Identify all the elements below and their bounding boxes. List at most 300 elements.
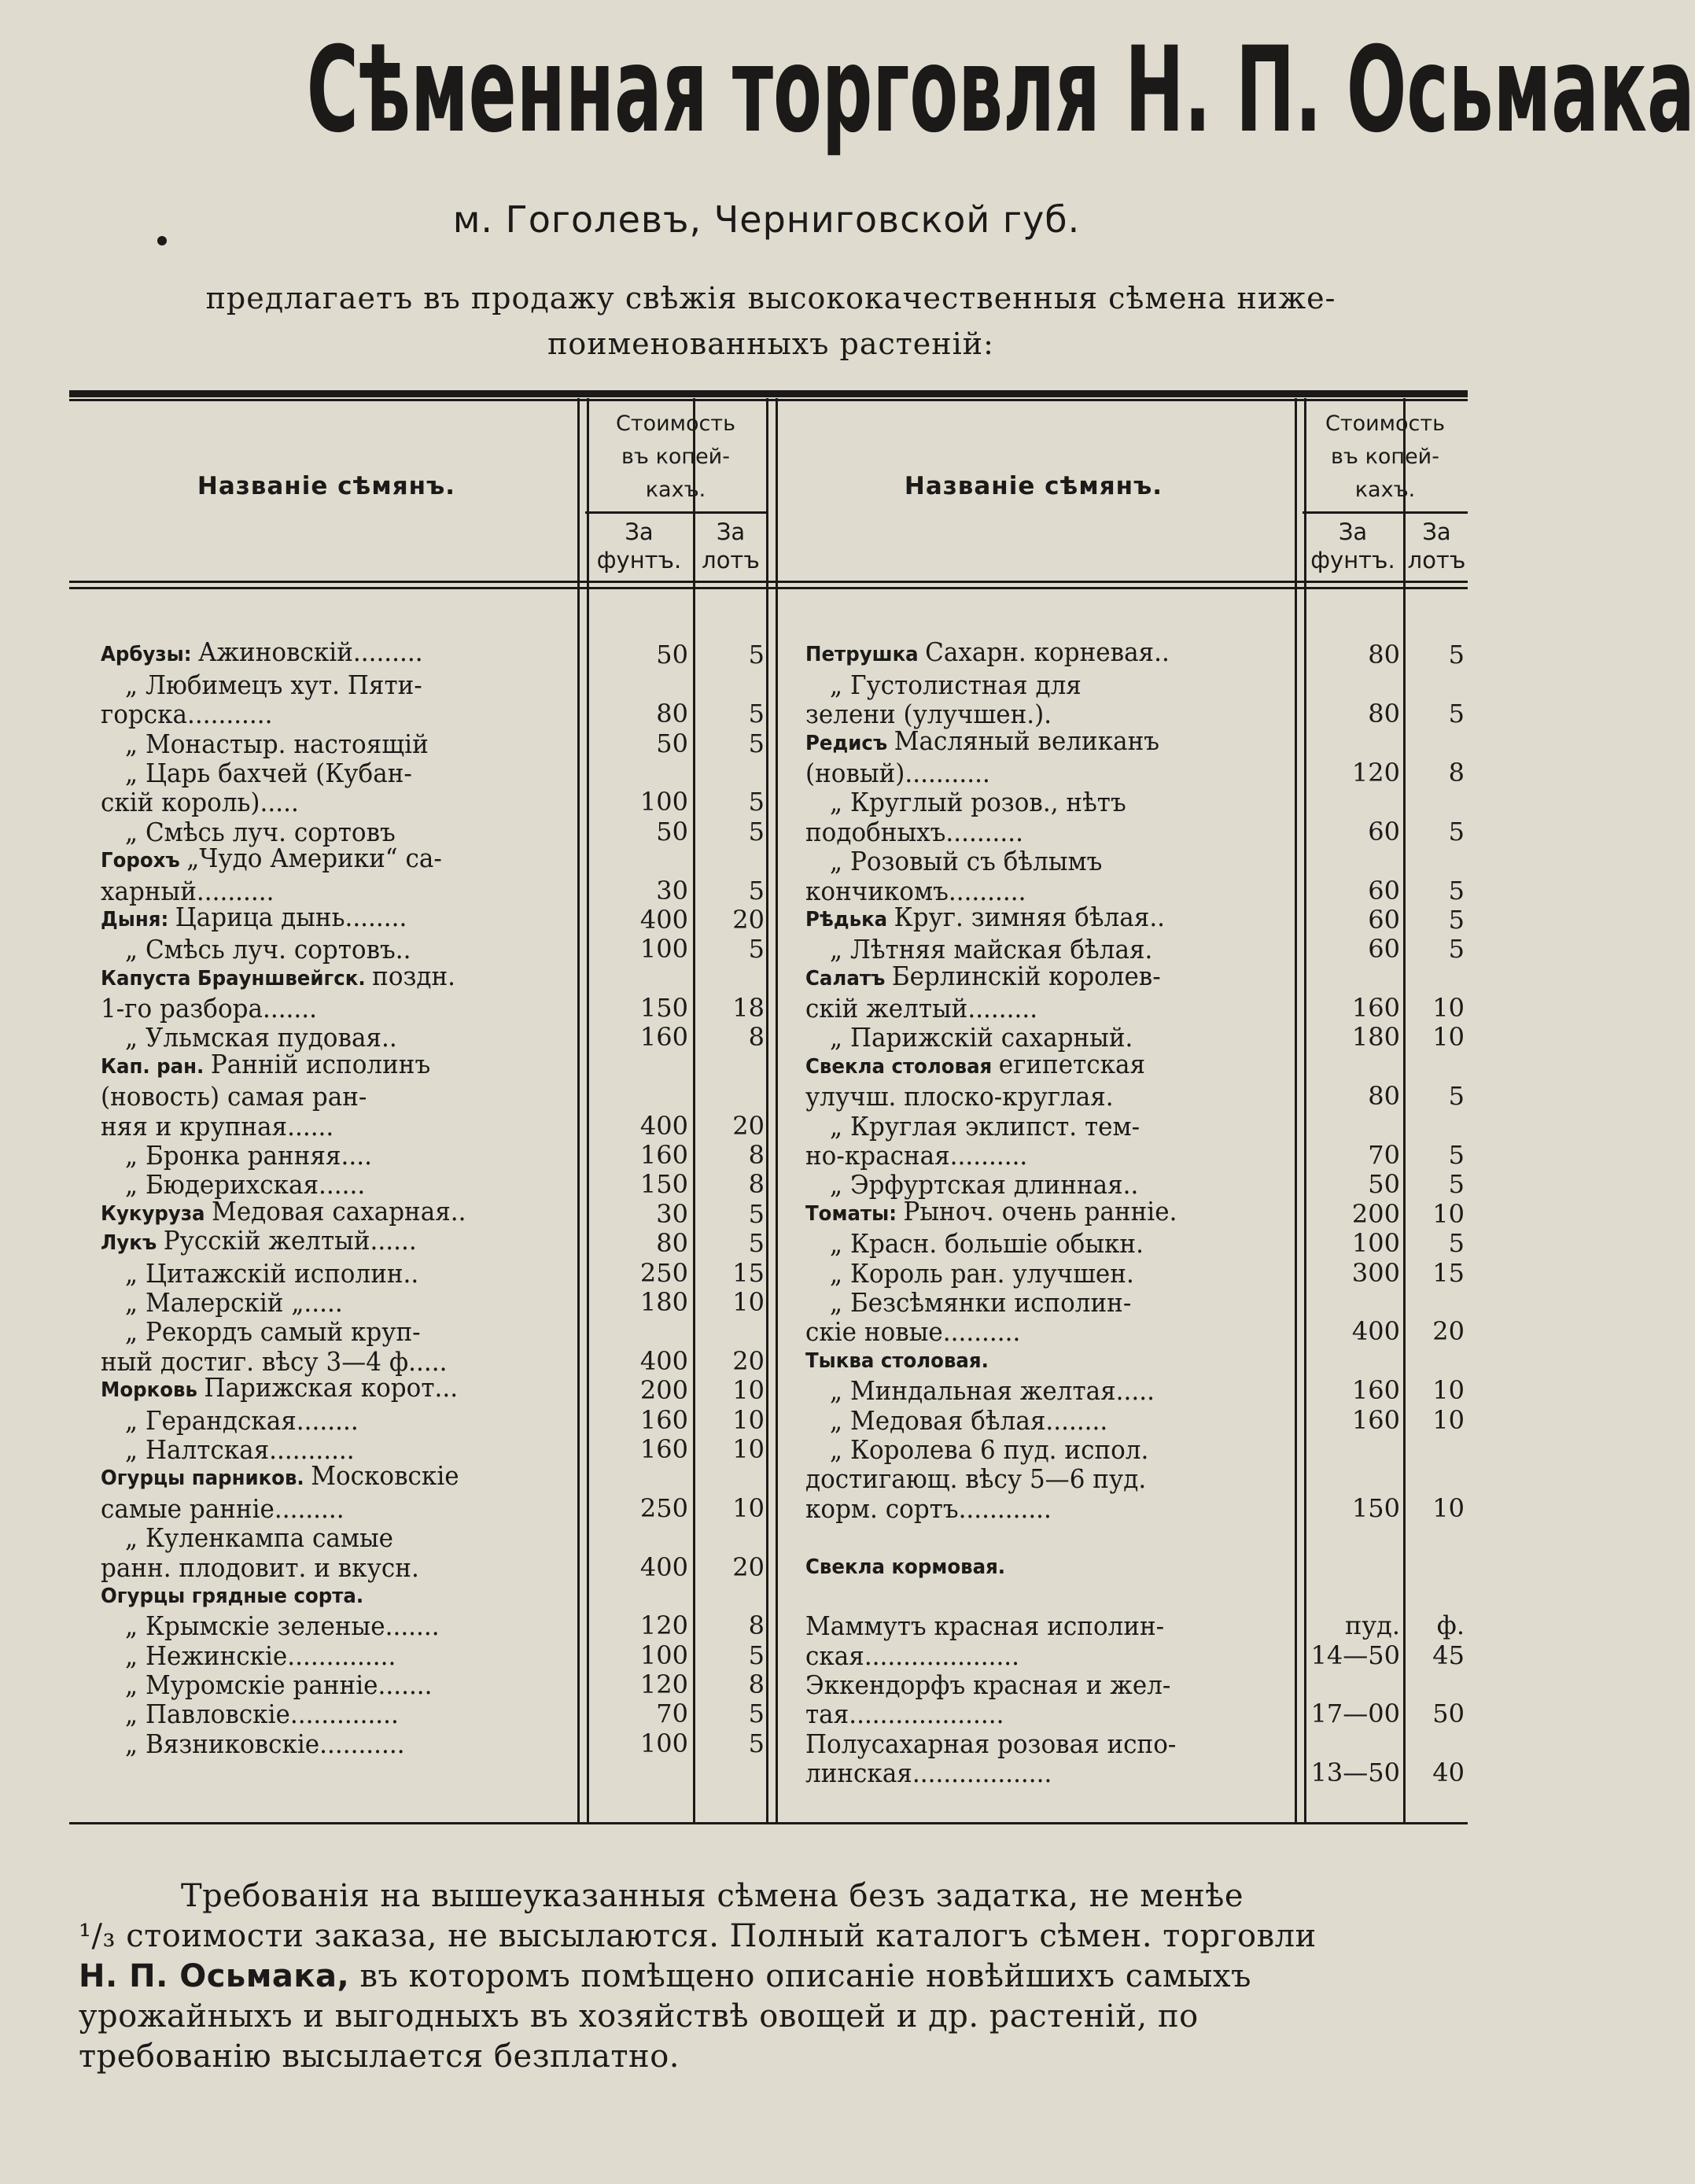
left-per-pound-header bbox=[585, 518, 693, 574]
seed-name bbox=[101, 1288, 544, 1317]
price-per-pound: 400 bbox=[639, 1551, 688, 1582]
price-per-lot: 45 bbox=[1432, 1640, 1465, 1670]
price-per-pound: 150 bbox=[1351, 1492, 1400, 1523]
category-label: Огурцы грядные сорта. bbox=[101, 1584, 364, 1608]
seed-name bbox=[101, 1729, 544, 1758]
seed-name bbox=[805, 1611, 1264, 1640]
price-per-pound: 70 bbox=[656, 1699, 688, 1729]
variety-text: „ Парижскій сахарный. bbox=[805, 1022, 1133, 1053]
table-row bbox=[101, 670, 768, 699]
seed-name bbox=[805, 1317, 1264, 1346]
variety-text: (новость) самая ран- bbox=[101, 1081, 367, 1112]
table-row bbox=[805, 1317, 1468, 1346]
variety-text: „ Павловскіе.............. bbox=[101, 1699, 399, 1730]
footer-line-rest: въ которомъ помѣщено описаніе новѣйшихъ самыхъ bbox=[359, 1958, 1251, 1994]
variety-text: „ Куленкампа самые bbox=[101, 1522, 394, 1554]
price-per-lot: 40 bbox=[1432, 1758, 1465, 1788]
variety-text: „ Муромскіе ранніе....... bbox=[101, 1669, 433, 1701]
price-per-lot: 5 bbox=[748, 1728, 765, 1758]
variety-text: „ Красн. большіе обыкн. bbox=[805, 1228, 1144, 1260]
price-per-lot: 8 bbox=[748, 1669, 765, 1700]
price-per-lot: 10 bbox=[1432, 1022, 1465, 1053]
variety-text: Эккендорфъ красная и жел- bbox=[805, 1669, 1171, 1701]
price-per-pound: 60 bbox=[1368, 934, 1400, 965]
price-per-lot: 5 bbox=[1448, 1081, 1465, 1112]
variety-text: кончикомъ.......... bbox=[805, 875, 1026, 906]
table-row bbox=[101, 1170, 768, 1199]
table-row bbox=[101, 1670, 768, 1699]
table-row bbox=[101, 1582, 768, 1611]
seed-name bbox=[101, 1553, 544, 1582]
price-per-lot: 18 bbox=[732, 993, 765, 1024]
category-label: Огурцы парников. bbox=[101, 1466, 311, 1491]
table-row bbox=[805, 1611, 1468, 1640]
left-price-list bbox=[101, 636, 768, 1759]
variety-text: поздн. bbox=[372, 960, 456, 991]
seed-name bbox=[101, 758, 544, 788]
footer-notice bbox=[79, 1876, 1487, 2077]
price-per-pound: 200 bbox=[639, 1375, 688, 1406]
price-per-pound: 30 bbox=[656, 1198, 688, 1229]
seed-name bbox=[101, 1082, 544, 1111]
variety-text: „ Смѣсь луч. сортовъ.. bbox=[101, 934, 411, 965]
cost-header-line: въ копей- bbox=[621, 445, 730, 469]
table-row bbox=[805, 1552, 1468, 1581]
variety-text: ный достиг. вѣсу 3—4 ф..... bbox=[101, 1345, 448, 1377]
price-per-lot: 10 bbox=[732, 1433, 765, 1464]
seed-name bbox=[805, 817, 1264, 847]
variety-text: „ Круглый розов., нѣтъ bbox=[805, 787, 1126, 818]
table-row bbox=[101, 1317, 768, 1346]
seed-name bbox=[805, 1050, 1264, 1082]
seed-name bbox=[101, 1406, 544, 1435]
right-cost-subrule bbox=[1303, 511, 1468, 514]
category-label: Свекла столовая bbox=[805, 1054, 999, 1079]
center-divider bbox=[766, 398, 778, 1822]
variety-text: „ Медовая бѣлая........ bbox=[805, 1404, 1108, 1436]
price-per-pound: 80 bbox=[1368, 699, 1400, 729]
category-label: Капуста Брауншвейгск. bbox=[101, 966, 373, 991]
right-cost-header bbox=[1303, 408, 1468, 507]
table-row bbox=[805, 1758, 1468, 1787]
table-row bbox=[101, 1493, 768, 1522]
price-per-lot: 10 bbox=[1432, 993, 1465, 1024]
variety-text: улучш. плоско-круглая. bbox=[805, 1081, 1114, 1112]
table-row bbox=[805, 1464, 1468, 1493]
price-per-lot: 5 bbox=[748, 816, 765, 847]
price-per-lot: 5 bbox=[748, 640, 765, 670]
variety-text: достигающ. вѣсу 5—6 пуд. bbox=[805, 1463, 1147, 1495]
price-per-lot: 10 bbox=[1432, 1492, 1465, 1523]
price-per-lot: ф. bbox=[1436, 1610, 1465, 1641]
price-per-pound: 60 bbox=[1368, 816, 1400, 847]
table-row bbox=[805, 725, 1468, 758]
per-pound-label: фунтъ. bbox=[596, 547, 682, 574]
price-per-lot: 20 bbox=[1432, 1316, 1465, 1347]
left-name-header: Названіе сѣмянъ. bbox=[197, 472, 456, 500]
seed-name bbox=[805, 726, 1264, 758]
table-row bbox=[805, 901, 1468, 935]
table-row bbox=[101, 1195, 768, 1229]
seed-name bbox=[805, 961, 1264, 994]
variety-text: скій желтый......... bbox=[805, 993, 1038, 1024]
seed-name bbox=[805, 1112, 1264, 1141]
price-per-lot: 50 bbox=[1432, 1699, 1465, 1729]
seed-name bbox=[101, 935, 544, 964]
table-row bbox=[101, 1640, 768, 1669]
category-label: Рѣдька bbox=[805, 907, 894, 932]
seed-name bbox=[805, 994, 1264, 1023]
right-per-lot-header bbox=[1406, 518, 1468, 574]
seed-name bbox=[805, 1376, 1264, 1405]
price-per-lot: 5 bbox=[1448, 1228, 1465, 1259]
table-row bbox=[805, 1229, 1468, 1258]
seed-name bbox=[805, 1406, 1264, 1435]
price-per-lot: 10 bbox=[1432, 1198, 1465, 1229]
variety-text: „ Малерскій „..... bbox=[101, 1286, 343, 1318]
price-per-lot: 8 bbox=[748, 1169, 765, 1200]
table-row bbox=[805, 1141, 1468, 1170]
table-row bbox=[101, 843, 768, 876]
variety-text: „ Густолистная для bbox=[805, 669, 1081, 700]
table-row bbox=[805, 636, 1468, 670]
location-line: м. Гоголевъ, Черниговской губ. bbox=[452, 198, 1081, 241]
table-bottom-rule bbox=[69, 1822, 1468, 1824]
table-row bbox=[101, 1048, 768, 1081]
category-label: Петрушка bbox=[805, 643, 926, 667]
price-per-lot: 8 bbox=[748, 1022, 765, 1053]
table-row bbox=[805, 960, 1468, 993]
price-per-pound: 100 bbox=[1351, 1228, 1400, 1259]
table-row bbox=[805, 758, 1468, 788]
seed-name bbox=[805, 1082, 1264, 1111]
table-row bbox=[101, 729, 768, 758]
left-per-lot-header bbox=[695, 518, 766, 574]
table-row bbox=[805, 1670, 1468, 1699]
price-per-lot: 5 bbox=[1448, 875, 1465, 906]
seed-name bbox=[101, 1579, 544, 1611]
seed-name bbox=[101, 961, 544, 994]
variety-text: „ Миндальная желтая..... bbox=[805, 1375, 1155, 1407]
variety-text: „ Бронка ранняя.... bbox=[101, 1140, 372, 1171]
table-row bbox=[101, 1258, 768, 1287]
left-cost-header bbox=[585, 408, 766, 507]
price-per-pound: 160 bbox=[1351, 1404, 1400, 1435]
seed-name bbox=[101, 699, 544, 729]
price-per-lot: 5 bbox=[748, 1198, 765, 1229]
seed-name bbox=[805, 1729, 1264, 1758]
price-per-pound: 160 bbox=[1351, 993, 1400, 1024]
variety-text: „ Бюдерихская...... bbox=[101, 1169, 366, 1201]
table-row bbox=[101, 1082, 768, 1111]
table-row bbox=[101, 1372, 768, 1406]
table-row bbox=[805, 994, 1468, 1023]
table-row bbox=[805, 1288, 1468, 1317]
price-per-pound: 17—00 bbox=[1310, 1699, 1400, 1729]
table-row bbox=[101, 1523, 768, 1552]
variety-text: „ Розовый съ бѣлымъ bbox=[805, 846, 1103, 877]
price-per-lot: 15 bbox=[1432, 1257, 1465, 1288]
price-per-lot: 5 bbox=[748, 728, 765, 758]
table-row bbox=[101, 901, 768, 935]
table-row bbox=[805, 699, 1468, 729]
table-row bbox=[805, 1346, 1468, 1375]
variety-text: Сахарн. корневая.. bbox=[925, 636, 1170, 668]
right-per-pound-header bbox=[1303, 518, 1403, 574]
variety-text: Полусахарная розовая испо- bbox=[805, 1728, 1177, 1759]
price-per-lot: 5 bbox=[748, 699, 765, 729]
table-row bbox=[101, 960, 768, 993]
variety-text: „ Царь бахчей (Кубан- bbox=[101, 757, 412, 788]
price-per-pound: 80 bbox=[656, 699, 688, 729]
price-per-lot: 5 bbox=[1448, 699, 1465, 729]
price-per-lot: 10 bbox=[732, 1375, 765, 1406]
table-row bbox=[805, 935, 1468, 964]
seed-name bbox=[805, 1141, 1264, 1170]
category-label: Кап. ран. bbox=[101, 1054, 211, 1079]
price-per-lot: 5 bbox=[748, 875, 765, 906]
variety-text: египетская bbox=[998, 1048, 1146, 1079]
table-row bbox=[101, 935, 768, 964]
table-row bbox=[101, 1141, 768, 1170]
price-per-pound: 250 bbox=[639, 1257, 688, 1288]
seed-name bbox=[805, 1435, 1264, 1464]
variety-text: „ Король ран. улучшен. bbox=[805, 1257, 1134, 1289]
variety-text: корм. сортъ............ bbox=[805, 1492, 1052, 1524]
price-per-lot: 8 bbox=[1448, 757, 1465, 788]
price-per-lot: 10 bbox=[1432, 1375, 1465, 1406]
table-row bbox=[101, 1023, 768, 1052]
price-per-pound: 300 bbox=[1351, 1257, 1400, 1288]
table-row bbox=[805, 1699, 1468, 1728]
price-per-pound: 180 bbox=[639, 1286, 688, 1317]
per-pound-label: За bbox=[625, 518, 654, 545]
variety-text: Маммутъ красная исполин- bbox=[805, 1610, 1165, 1642]
price-per-pound: 70 bbox=[1368, 1140, 1400, 1171]
price-per-lot: 20 bbox=[732, 1551, 765, 1582]
cost-header-line: Стоимость bbox=[1325, 411, 1446, 436]
price-per-lot: 8 bbox=[748, 1610, 765, 1641]
price-per-pound: 400 bbox=[639, 1110, 688, 1141]
variety-text: подобныхъ.......... bbox=[805, 816, 1024, 847]
table-row bbox=[805, 1640, 1468, 1669]
seed-name bbox=[101, 1226, 544, 1258]
variety-text: „ Нежинскіе.............. bbox=[101, 1640, 396, 1671]
price-per-lot: 10 bbox=[732, 1492, 765, 1523]
variety-text: Медовая сахарная.. bbox=[212, 1195, 466, 1227]
seed-name bbox=[101, 1611, 544, 1640]
variety-text: но-красная.......... bbox=[805, 1140, 1028, 1171]
variety-text: „ Круглая эклипст. тем- bbox=[805, 1110, 1140, 1142]
table-row bbox=[101, 1552, 768, 1581]
per-lot-label: За bbox=[1422, 518, 1451, 545]
footer-line: Требованія на вышеуказанныя сѣмена безъ задатка, не менѣе bbox=[181, 1878, 1244, 1914]
price-per-lot: 20 bbox=[732, 1110, 765, 1141]
variety-text: „ Смѣсь луч. сортовъ bbox=[101, 816, 396, 847]
price-per-pound: 160 bbox=[639, 1140, 688, 1171]
footer-line: урожайныхъ и выгодныхъ въ хозяйствѣ овощей и др. растеній, по bbox=[79, 1998, 1199, 2035]
variety-text: Круг. зимняя бѣлая.. bbox=[894, 901, 1166, 932]
intro-text bbox=[79, 275, 1463, 367]
variety-text: зелени (улучшен.). bbox=[805, 699, 1052, 730]
price-per-pound: 100 bbox=[639, 1640, 688, 1670]
price-per-lot: 20 bbox=[732, 1345, 765, 1376]
price-per-lot: 15 bbox=[732, 1257, 765, 1288]
category-label: Свекла кормовая. bbox=[805, 1555, 1006, 1579]
table-row bbox=[101, 876, 768, 905]
category-label: Кукуруза bbox=[101, 1201, 212, 1226]
seed-name bbox=[805, 637, 1264, 670]
per-lot-label: За bbox=[716, 518, 746, 545]
price-per-pound: 80 bbox=[656, 1228, 688, 1259]
table-row bbox=[101, 1435, 768, 1464]
table-row bbox=[805, 1405, 1468, 1434]
variety-text: „ Любимецъ хут. Пяти- bbox=[101, 669, 422, 700]
price-per-pound: 120 bbox=[1351, 757, 1400, 788]
table-row bbox=[805, 1170, 1468, 1199]
seed-name bbox=[101, 994, 544, 1023]
price-per-pound: 50 bbox=[656, 816, 688, 847]
price-per-pound: 160 bbox=[639, 1433, 688, 1464]
price-per-lot: 5 bbox=[748, 1640, 765, 1670]
category-label: Морковь bbox=[101, 1378, 205, 1403]
seed-name bbox=[805, 1670, 1264, 1699]
price-per-lot: 5 bbox=[748, 1228, 765, 1259]
table-row bbox=[805, 817, 1468, 846]
table-row bbox=[805, 1111, 1468, 1140]
intro-line-1: предлагаетъ въ продажу свѣжія высококачественныя сѣмена ниже- bbox=[205, 281, 1336, 315]
seed-name bbox=[101, 1461, 544, 1493]
seed-name bbox=[805, 1758, 1264, 1787]
variety-text: Ажиновскій......... bbox=[197, 636, 423, 668]
variety-text: линская.................. bbox=[805, 1758, 1052, 1789]
price-per-lot: 5 bbox=[748, 1699, 765, 1729]
seed-name bbox=[805, 902, 1264, 935]
price-per-lot: 5 bbox=[748, 934, 765, 965]
seed-name bbox=[101, 1259, 544, 1288]
variety-text: няя и крупная...... bbox=[101, 1110, 334, 1142]
variety-text: Рыноч. очень ранніе. bbox=[903, 1195, 1177, 1227]
category-label: Тыква столовая. bbox=[805, 1348, 989, 1373]
price-per-pound: 50 bbox=[656, 640, 688, 670]
variety-text: ранн. плодовит. и вкусн. bbox=[101, 1551, 419, 1583]
price-per-lot: 10 bbox=[1432, 1404, 1465, 1435]
price-per-pound: 160 bbox=[1351, 1375, 1400, 1406]
price-per-pound: 400 bbox=[639, 1345, 688, 1376]
per-lot-label: лотъ bbox=[702, 547, 760, 574]
price-per-pound: 120 bbox=[639, 1669, 688, 1700]
price-per-pound: 160 bbox=[639, 1404, 688, 1435]
price-per-lot: 20 bbox=[732, 904, 765, 935]
price-per-pound: 120 bbox=[639, 1610, 688, 1641]
price-per-lot: 5 bbox=[1448, 934, 1465, 965]
table-row bbox=[805, 876, 1468, 905]
table-top-rule bbox=[69, 390, 1468, 397]
price-per-pound: 100 bbox=[639, 934, 688, 965]
table-row bbox=[101, 1460, 768, 1493]
seed-name bbox=[101, 788, 544, 817]
price-per-pound: 180 bbox=[1351, 1022, 1400, 1053]
per-pound-label: фунтъ. bbox=[1310, 547, 1395, 574]
seed-name bbox=[101, 1641, 544, 1670]
seed-name bbox=[101, 1670, 544, 1699]
table-row bbox=[101, 1288, 768, 1317]
variety-text: харный.......... bbox=[101, 875, 275, 906]
table-row bbox=[101, 1111, 768, 1140]
table-row bbox=[101, 699, 768, 729]
seed-name bbox=[805, 1229, 1264, 1258]
intro-line-2: поименованныхъ растеній: bbox=[547, 326, 994, 361]
price-per-lot: 8 bbox=[748, 1140, 765, 1171]
seed-name bbox=[805, 1259, 1264, 1288]
seed-name bbox=[101, 902, 544, 935]
table-row bbox=[101, 758, 768, 788]
variety-text: „ Вязниковскіе........... bbox=[101, 1728, 405, 1759]
price-per-lot: 5 bbox=[1448, 1169, 1465, 1200]
variety-text: „ Налтская........... bbox=[101, 1433, 355, 1465]
category-label: Дыня: bbox=[101, 907, 175, 932]
variety-text: скіе новые.......... bbox=[805, 1316, 1021, 1348]
price-per-lot: 5 bbox=[1448, 640, 1465, 670]
category-label: Арбузы: bbox=[101, 643, 198, 667]
price-per-pound: 100 bbox=[639, 787, 688, 817]
table-row bbox=[805, 1023, 1468, 1052]
seed-name bbox=[101, 1317, 544, 1346]
seed-name bbox=[101, 637, 544, 670]
variety-text: „ Цитажскій исполин.. bbox=[101, 1257, 419, 1289]
variety-text: Парижская корот... bbox=[204, 1372, 459, 1404]
variety-text: Русскій желтый...... bbox=[163, 1225, 417, 1256]
seed-name bbox=[805, 1699, 1264, 1728]
table-row bbox=[101, 1611, 768, 1640]
price-per-lot: 5 bbox=[1448, 1140, 1465, 1171]
price-per-pound: 80 bbox=[1368, 1081, 1400, 1112]
seed-name bbox=[101, 1112, 544, 1141]
variety-text: горска........... bbox=[101, 699, 273, 730]
cost-header-line: въ копей- bbox=[1331, 445, 1439, 469]
variety-text: „ Безсѣмянки исполин- bbox=[805, 1286, 1132, 1318]
price-per-pound: 30 bbox=[656, 875, 688, 906]
category-label: Редисъ bbox=[805, 731, 894, 755]
seed-name bbox=[101, 843, 544, 876]
seed-name bbox=[805, 670, 1264, 699]
table-row bbox=[101, 994, 768, 1023]
variety-text: Масляный великанъ bbox=[894, 725, 1160, 756]
table-row bbox=[101, 1699, 768, 1728]
seed-name bbox=[805, 1344, 1264, 1376]
table-row bbox=[805, 1728, 1468, 1758]
seed-name bbox=[101, 729, 544, 758]
table-row bbox=[101, 788, 768, 817]
cost-header-line: кахъ. bbox=[645, 478, 706, 502]
table-row bbox=[101, 817, 768, 846]
footer-line: требованію высылается безплатно. bbox=[79, 2038, 680, 2075]
seed-name bbox=[101, 1494, 544, 1523]
variety-text: „ Крымскіе зеленые....... bbox=[101, 1610, 440, 1642]
footer-line bbox=[79, 1957, 1487, 1997]
table-row bbox=[101, 1728, 768, 1758]
table-row bbox=[805, 1258, 1468, 1287]
category-label: Салатъ bbox=[805, 966, 892, 991]
per-lot-label: лотъ bbox=[1407, 547, 1466, 574]
table-row bbox=[805, 1376, 1468, 1405]
table-row bbox=[805, 788, 1468, 817]
price-per-pound: 60 bbox=[1368, 875, 1400, 906]
price-per-lot: 10 bbox=[732, 1286, 765, 1317]
variety-text: ская.................... bbox=[805, 1640, 1020, 1671]
variety-text: скій король)..... bbox=[101, 787, 299, 818]
variety-text: самые ранніе......... bbox=[101, 1492, 345, 1524]
